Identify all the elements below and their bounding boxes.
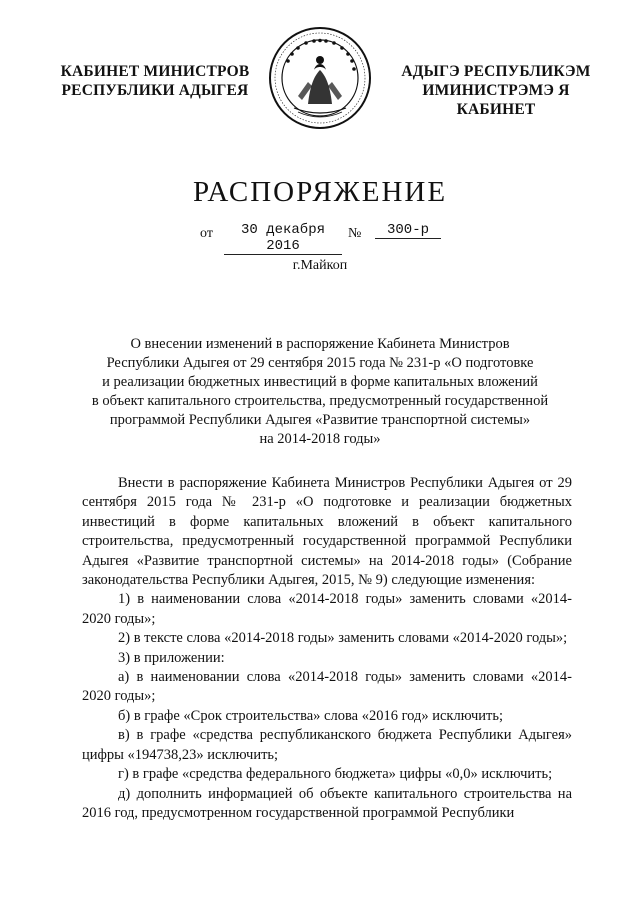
document-title: РАСПОРЯЖЕНИЕ: [192, 176, 448, 208]
body-paragraph: 2) в тексте слова «2014-2018 годы» заменить словами «2014-2020 годы»;: [118, 630, 568, 647]
body-paragraph: в) в графе «средства республиканского бюджета Республики Адыгея» цифры «194738,23» исключить;: [82, 727, 572, 763]
body-paragraph: Внести в распоряжение Кабинета Министров Республики Адыгея от 29 сентября 2015 года № 231-р «О подготовке и реализации бюджетных инвестиций в форме капитальных вложений в объект капитального строительства, предусмотренный государственной программой Республики Адыгея «Развитие транспортной системы» на 2014-2018 годы» (Собрание законодательства Республики Адыгея, 2015, № 9) следующие изменения:: [82, 475, 572, 589]
body-paragraph: а) в наименовании слова «2014-2018 годы» заменить словами «2014-2020 годы»;: [82, 669, 572, 705]
header-left-line1: КАБИНЕТ МИНИСТРОВ: [60, 63, 250, 80]
body-paragraph: б) в графе «Срок строительства» слова «2016 год» исключить;: [118, 707, 504, 724]
subject-line: О внесении изменений в распоряжение Кабинета Министров: [130, 336, 510, 352]
body-paragraph: г) в графе «средства федерального бюджета» цифры «0,0» исключить;: [118, 766, 553, 783]
body-paragraph: 1) в наименовании слова «2014-2018 годы» заменить словами «2014-2020 годы»;: [82, 591, 572, 627]
document-body: [82, 474, 572, 823]
document-meta: [200, 222, 460, 254]
document-subject: [80, 335, 560, 449]
header-left-line2: РЕСПУБЛИКИ АДЫГЕЯ: [61, 82, 249, 99]
body-paragraph: 3) в приложении:: [118, 649, 225, 666]
subject-line: программой Республики Адыгея «Развитие транспортной системы»: [109, 412, 531, 428]
subject-line: на 2014-2018 годы»: [259, 431, 381, 447]
from-label: от: [200, 226, 213, 241]
subject-line: и реализации бюджетных инвестиций в форме капитальных вложений: [102, 374, 538, 390]
header-right-line1: АДЫГЭ РЕСПУБЛИКЭМ: [401, 63, 591, 80]
city-name: г.Майкоп: [292, 258, 348, 273]
body-paragraph: д) дополнить информацией об объекте капитального строительства на 2016 год, предусмотренном государственной программой Республики: [82, 785, 572, 821]
emblem-icon: [268, 26, 372, 130]
header-right-line2: ИМИНИСТРЭМЭ Я КАБИНЕТ: [422, 82, 570, 118]
subject-line: в объект капитального строительства, предусмотренный государственной: [91, 393, 549, 409]
header-left: [55, 62, 255, 100]
number-label: №: [348, 226, 362, 241]
subject-line: Республики Адыгея от 29 сентября 2015 года № 231-р «О подготовке: [106, 355, 534, 371]
document-number: 300-р: [375, 222, 441, 239]
document-date: 30 декабря 2016: [224, 222, 342, 255]
header-right: [382, 62, 610, 119]
